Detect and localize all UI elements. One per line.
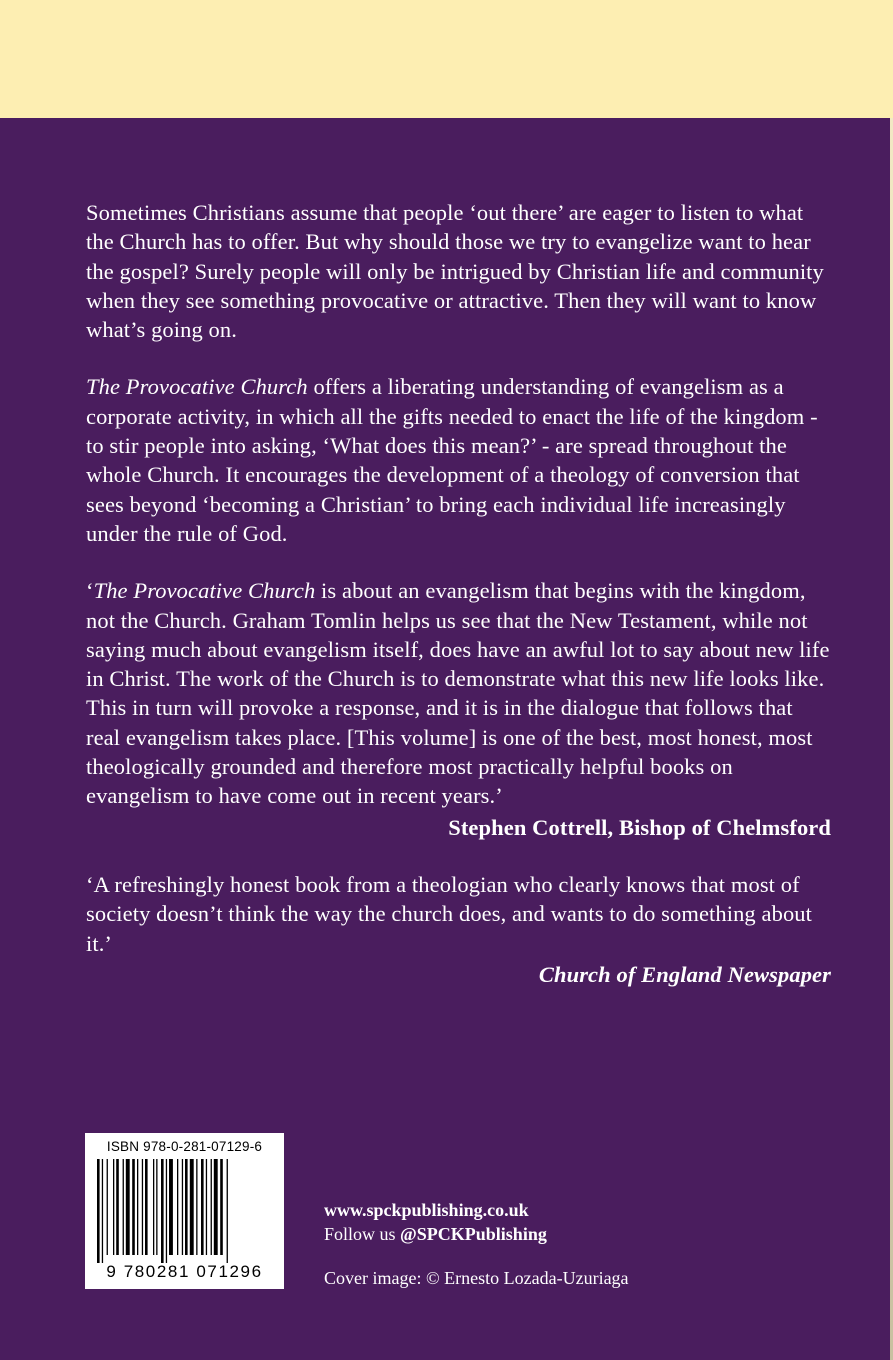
endorsement-cottrell-body: is about an evangelism that begins with the kingdom, not the Church. Graham Tomlin helps us see that the New Testament, while not saying much about evangelism itself, does have an awful lot to say about new life in Christ. The work of the Church is to demonstrate what this new life looks like. This in turn will provoke a response, and it is in the dialogue that follows that real evangelism takes place. [This volume] is one of the best, most honest, most theologically grounded and therefore most practically helpful books on evangelism to have come out in recent years.’	[86, 578, 830, 809]
blurb-paragraph-1: Sometimes Christians assume that people ‘out there’ are eager to listen to what the Church has to offer. But why should those we try to evangelize want to hear the gospel? Surely people will only be intrigued by Christian life and community when they see something provocative or attractive. Then they will want to know what’s going on.	[86, 200, 824, 343]
barcode-bar	[166, 1159, 167, 1263]
blurb-paragraph-2-body: offers a liberating understanding of evangelism as a corporate activity, in which all the gifts needed to enact the life of the kingdom - to stir people into asking, ‘What does this mean?’ - are spread throughout the whole Church. It encourages the development of a theology of conversion that sees beyond ‘becoming a Christian’ to bring each individual life increasingly under the rule of God.	[86, 374, 818, 546]
barcode-bar	[102, 1159, 103, 1263]
barcode-bar	[132, 1159, 135, 1255]
barcode-bar	[113, 1159, 114, 1255]
barcode-bar	[185, 1159, 188, 1255]
isbn-barcode	[85, 1133, 284, 1289]
blurb-paragraph-2	[86, 372, 831, 548]
follow-label: Follow us	[324, 1224, 401, 1244]
barcode-bar	[145, 1159, 148, 1255]
barcode-bar	[214, 1159, 218, 1255]
barcode-digits: 9 780281 071296	[106, 1262, 263, 1281]
barcode-bar	[153, 1159, 154, 1255]
isbn-label: ISBN 978-0-281-07129-6	[106, 1139, 263, 1154]
endorsement-cottrell	[86, 576, 831, 842]
barcode-bar	[161, 1159, 164, 1263]
quote-open-mark: ‘	[86, 578, 94, 604]
back-cover-text	[86, 198, 831, 1017]
book-title: The Provocative Church	[86, 374, 308, 400]
endorsement-newspaper-attribution: Church of England Newspaper	[538, 961, 831, 987]
barcode-bars	[95, 1159, 275, 1263]
endorsement-cottrell-text	[86, 576, 831, 810]
social-handle[interactable]: @SPCKPublishing	[400, 1224, 547, 1244]
barcode-bar	[156, 1159, 157, 1255]
barcode-bar	[97, 1159, 100, 1263]
barcode-bar	[116, 1159, 119, 1255]
barcode-bar	[211, 1159, 212, 1255]
cover-image-credit: Cover image: © Ernesto Lozada-Uzuriaga	[324, 1268, 629, 1288]
barcode-bar	[169, 1159, 173, 1255]
endorsement-cottrell-attribution: Stephen Cottrell, Bishop of Chelmsford	[448, 814, 831, 840]
barcode-bar	[123, 1159, 124, 1255]
barcode-bar	[206, 1159, 207, 1255]
publisher-social	[324, 1222, 547, 1246]
barcode-bar	[220, 1159, 223, 1255]
barcode-bar	[126, 1159, 130, 1255]
barcode-bar	[201, 1159, 204, 1255]
publisher-website[interactable]: www.spckpublishing.co.uk	[324, 1200, 529, 1220]
barcode-bar	[190, 1159, 194, 1255]
barcode-bar	[142, 1159, 143, 1255]
endorsement-newspaper	[86, 870, 831, 989]
barcode-bar	[107, 1159, 108, 1255]
book-title: The Provocative Church	[93, 578, 316, 604]
barcode-bar	[196, 1159, 197, 1255]
top-color-band	[0, 0, 893, 118]
barcode-bar	[227, 1159, 228, 1263]
barcode-bar	[177, 1159, 178, 1255]
barcode-bar	[182, 1159, 183, 1255]
endorsement-newspaper-text: ‘A refreshingly honest book from a theologian who clearly knows that most of society doesn’t think the way the church does, and wants to do something about it.’	[86, 871, 812, 956]
publisher-info	[324, 1198, 547, 1246]
barcode-bar	[137, 1159, 138, 1255]
